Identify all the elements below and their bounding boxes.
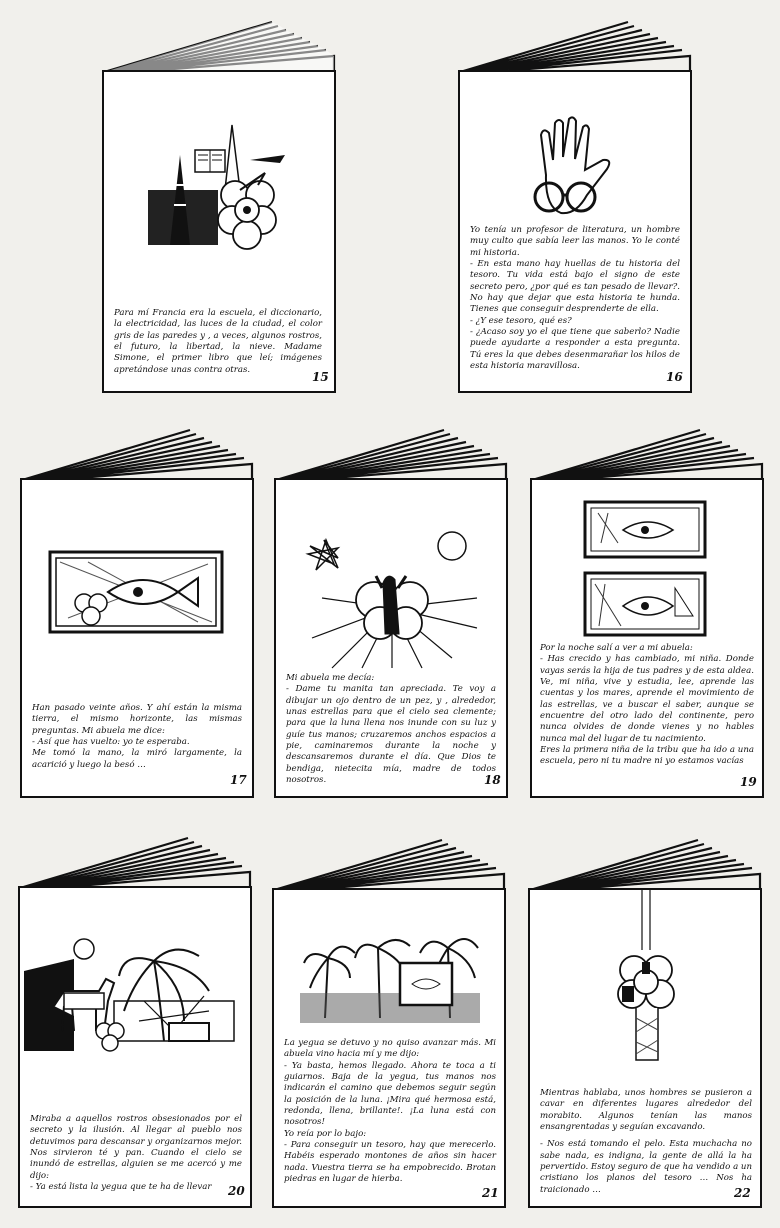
- paragraph: Para mí Francia era la escuela, el diccionario, la electricidad, las luces de la ciudad, el color gris de las paredes y , a veces, algunos rostros, el futuro, la libertad, la nieve. Madame Simone, el primer libro que leí; imágenes apretándose unas contra otras.: [114, 308, 322, 375]
- paragraph: - Ya basta, hemos llegado. Ahora te toca a ti guiarnos. Baja de la yegua, tus manos nos indicarán el camino que debemos seguir según la posición de la luna. ¡Mira qué hermosa está, redonda, llena, brillante!. ¡La luna está con nosotros!: [284, 1060, 496, 1128]
- paragraph: Yo reía por lo bajo:: [284, 1128, 367, 1139]
- paragraph: Por la noche salí a ver a mi abuela:: [540, 643, 693, 653]
- page-number: 18: [484, 773, 501, 787]
- paragraph: Yo tenía un profesor de literatura, un hombre muy culto que sabía leer las manos. Yo le conté mi historia.: [470, 225, 680, 258]
- page-number: 20: [228, 1184, 245, 1198]
- star-hand-moon-illustration: [302, 518, 482, 668]
- book-page-18: [272, 428, 512, 800]
- two-carpets-illustration: [583, 498, 713, 648]
- paragraph: Mi abuela me decía:: [286, 673, 375, 683]
- palms-and-carpet-illustration: [300, 918, 480, 1028]
- page-number: 15: [312, 370, 329, 384]
- page-text: [114, 308, 322, 376]
- book-page-20: [16, 836, 256, 1210]
- paragraph: - Para conseguir un tesoro, hay que merecerlo. Habéis esperado montones de años sin hacer nada. Vuestra tierra se ha empobrecido. Brotan piedras en lugar de hierba.: [284, 1140, 496, 1185]
- paragraph: Mientras hablaba, unos hombres se pusieron a cavar en diferentes lugares alrededor del morabito. Algunos tenían las manos ensangrentadas y seguían excavando.: [540, 1088, 752, 1133]
- paragraph: Miraba a aquellos rostros obsesionados por el secreto y la ilusión. Al llegar al pueblo nos detuvimos para descansar y organizarnos mejor. Nos sirvieron té y pan. Cuando el cielo se inundó de estrellas, alguien se me acercó y me dijo:: [30, 1114, 242, 1181]
- page-number: 16: [666, 370, 683, 384]
- paragraph: - Ya está lista la yegua que te ha de llevar: [30, 1182, 212, 1193]
- page-number: 22: [734, 1186, 751, 1200]
- page-number: 19: [740, 775, 757, 789]
- book-page-19: [528, 428, 768, 800]
- page-number: 17: [230, 773, 247, 787]
- paragraph: - ¿Y ese tesoro, qué es?: [470, 315, 572, 326]
- page-text: [540, 1088, 752, 1196]
- page-text: [540, 643, 754, 768]
- page-text: [470, 225, 680, 372]
- book-page-17: [18, 428, 258, 800]
- paragraph: - Nos está tomando el pelo. Esta muchacha no sabe nada, es indigna, la gente de allá la ha pervertido. Estoy seguro de que ha vendido a un cristiano los planos del tesoro … Nos ha traicionado …: [540, 1139, 752, 1195]
- page-text: [286, 673, 496, 786]
- paris-collage-illustration: [140, 125, 310, 255]
- page-text: [284, 1038, 496, 1185]
- page-number: 21: [482, 1186, 499, 1200]
- hand-with-glasses-illustration: [521, 115, 631, 225]
- flower-tower-illustration: [606, 890, 686, 1070]
- paragraph: - Dame tu manita tan apreciada. Te voy a dibujar un ojo dentro de un pez, y , alrededor, unas estrellas para que el cielo sea clemente; para que la luna llena nos inunde con su luz y guíe tus manos; cruzaremos anchos espacios a pie, caminaremos durante la noche y descansaremos durante el día. Que Dios te bendiga, nietecita mía, madre de todos nosotros.: [286, 684, 496, 786]
- carpet-with-fish-illustration: [48, 548, 228, 638]
- paragraph: La yegua se detuvo y no quiso avanzar más. Mi abuela vino hacia mí y me dijo:: [284, 1038, 496, 1060]
- paragraph: Han pasado veinte años. Y ahí están la misma tierra, el mismo horizonte, las mismas preguntas. Mi abuela me dice:: [32, 703, 242, 736]
- paragraph: - Has crecido y has cambiado, mi niña. Donde vayas serás la hija de tus padres y de esta aldea. Ve, mi niña, vive y estudia, lee, aprende las cuentas y los mares, aprende el movimiento de las estrellas, ve a buscar el saber, aunque se encuentre del otro lado del continente, pero nunca olvides de donde vienes y no hables nunca mal del lugar de tu nacimiento.: [540, 654, 754, 744]
- book-page-15: [100, 20, 340, 395]
- book-page-21: [270, 838, 510, 1210]
- book-page-16: [456, 20, 696, 395]
- paragraph: - En esta mano hay huellas de tu historia del tesoro. Tu vida está bajo el signo de este secreto pero, ¿por qué es tan pesado de llevar?. No hay que dejar que esta historia te hunda. Tienes que conseguir desprenderte de ella.: [470, 259, 680, 315]
- page-text: [32, 703, 242, 771]
- paragraph: - ¿Acaso soy yo el que tiene que saberlo? Nadie puede ayudarte a responder a esta pregunta. Tú eres la que debes desenmarañar los hilos de esta historia maravillosa.: [470, 327, 680, 372]
- paragraph: Me tomó la mano, la miró largamente, la acarició y luego la besó …: [32, 748, 242, 770]
- book-page-22: [526, 838, 766, 1210]
- page-text: [30, 1114, 242, 1193]
- paragraph: Eres la primera niña de la tribu que ha ido a una escuela, pero ni tu madre ni yo estamos vacías: [540, 745, 754, 767]
- mare-night-palm-illustration: [24, 931, 244, 1061]
- paragraph: - Así que has vuelto: yo te esperaba.: [32, 737, 190, 748]
